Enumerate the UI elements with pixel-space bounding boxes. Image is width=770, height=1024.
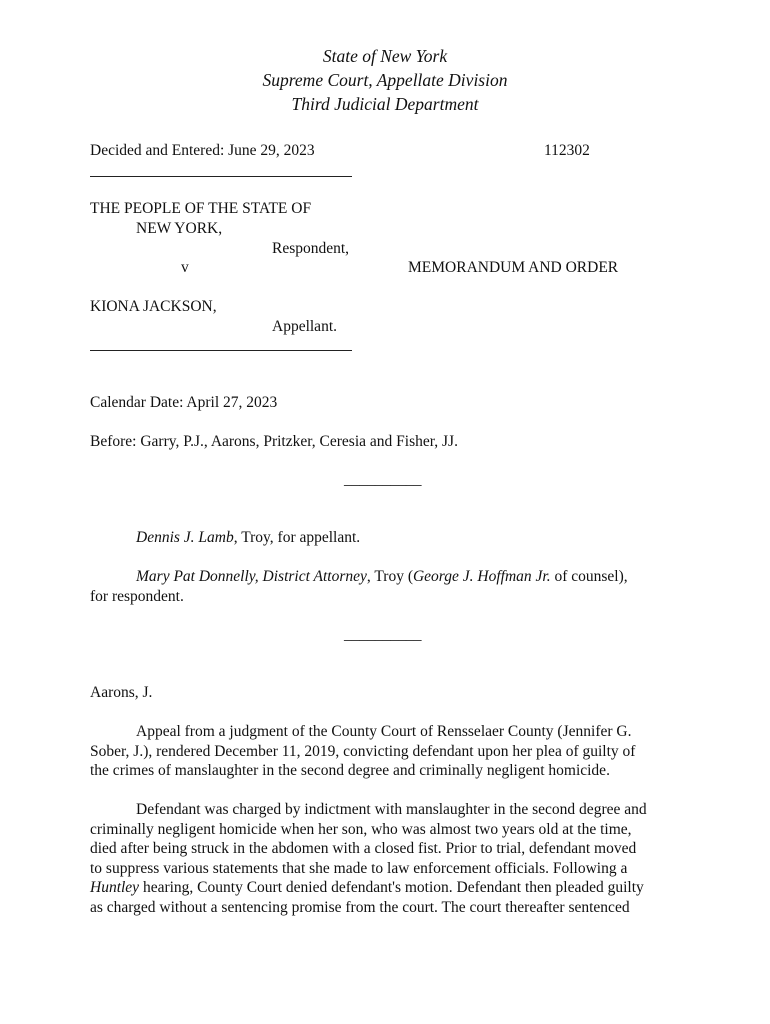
para2-line6: as charged without a sentencing promise from the court. The court thereafter sentenced	[90, 899, 630, 916]
versus: v	[181, 259, 189, 276]
decided-date: Decided and Entered: June 29, 2023	[90, 142, 315, 159]
para1-line3: the crimes of manslaughter in the second degree and criminally negligent homicide.	[90, 762, 610, 779]
para1-line2: Sober, J.), rendered December 11, 2019, convicting defendant upon her plea of guilty of	[90, 743, 636, 760]
section-separator-2: __________	[344, 626, 422, 643]
para2-line4: to suppress various statements that she made to law enforcement officials. Following a	[90, 860, 628, 877]
docket-number: 112302	[544, 142, 590, 159]
opinion-author: Aarons, J.	[90, 684, 153, 701]
respondent-counsel-cont: for respondent.	[90, 588, 184, 605]
defendant-name: KIONA JACKSON,	[90, 298, 217, 315]
section-separator: __________	[344, 471, 422, 488]
respondent-counsel	[136, 567, 628, 587]
defendant-role: Appellant.	[272, 318, 337, 335]
plaintiff-line-1: THE PEOPLE OF THE STATE OF	[90, 200, 312, 217]
respondent-counsel-mid: , Troy (	[366, 568, 413, 585]
respondent-counsel-name: Mary Pat Donnelly, District Attorney	[136, 568, 367, 585]
para2-line5	[90, 878, 644, 898]
respondent-counsel-rest: of counsel),	[550, 568, 628, 585]
panel-judges: Before: Garry, P.J., Aarons, Pritzker, Ceresia and Fisher, JJ.	[90, 433, 458, 450]
appellant-counsel-name: Dennis J. Lamb	[136, 529, 234, 546]
appellant-counsel-rest: , Troy, for appellant.	[233, 529, 361, 546]
court-state: State of New York	[322, 46, 448, 66]
para2-line3: died after being struck in the abdomen with a closed fist. Prior to trial, defendant moved	[90, 840, 637, 857]
calendar-date: Calendar Date: April 27, 2023	[90, 394, 278, 411]
para2-line5-rest: hearing, County Court denied defendant's motion. Defendant then pleaded guilty	[139, 879, 644, 896]
court-header	[0, 44, 770, 116]
para2-line2: criminally negligent homicide when her son, who was almost two years old at the time,	[90, 821, 632, 838]
court-name: Supreme Court, Appellate Division	[262, 70, 508, 90]
plaintiff-role: Respondent,	[272, 240, 350, 257]
plaintiff-line-2: NEW YORK,	[136, 220, 223, 237]
appellant-counsel	[136, 528, 360, 548]
respondent-of-counsel: George J. Hoffman Jr.	[412, 568, 551, 585]
caption-bottom-rule	[90, 350, 352, 351]
order-type: MEMORANDUM AND ORDER	[408, 259, 619, 276]
caption-top-rule	[90, 176, 352, 177]
para2-line1: Defendant was charged by indictment with manslaughter in the second degree and	[136, 801, 647, 818]
huntley-term: Huntley	[90, 879, 140, 896]
court-department: Third Judicial Department	[291, 94, 479, 114]
para1-line1: Appeal from a judgment of the County Court of Rensselaer County (Jennifer G.	[136, 723, 632, 740]
